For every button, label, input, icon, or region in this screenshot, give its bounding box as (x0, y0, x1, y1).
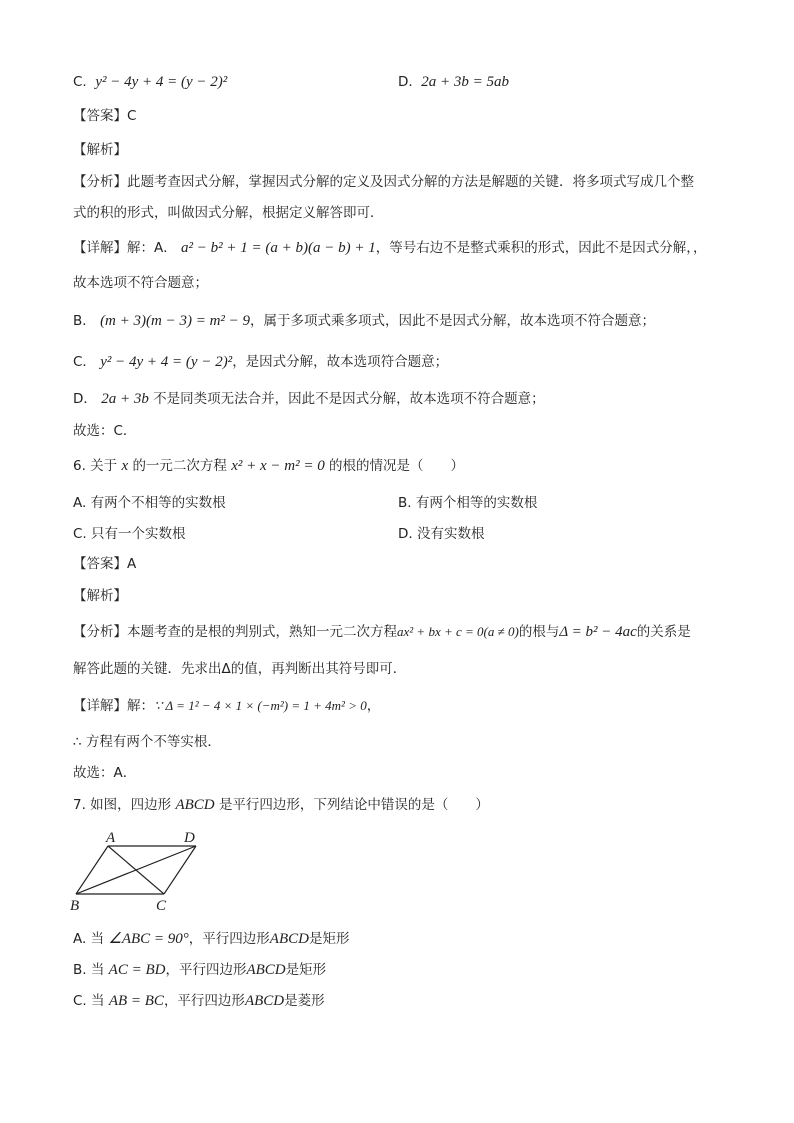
q7-option-a: A. 当 ∠ABC = 90°，平行四边形ABCD是矩形 (73, 931, 350, 947)
q5-analysis-p1: 【分析】此题考查因式分解，掌握因式分解的定义及因式分解的方法是解题的关键．将多项式写成几个整 (73, 174, 694, 190)
q6-detail: 【详解】解：∵ Δ = 1² − 4 × 1 × (−m²) = 1 + 4m² > 0， (73, 698, 381, 714)
q5-detail-a-expr: a² − b² + 1 = (a + b)(a − b) + 1 (181, 240, 376, 256)
q5-detail-c: C． y² − 4y + 4 = (y − 2)²，是因式分解，故本选项符合题意； (73, 354, 449, 370)
q5-option-d: D. 2a + 3b = 5ab (398, 74, 510, 90)
label-b: B (70, 898, 80, 914)
q6-analysis-p2: 解答此题的关键．先求出Δ的值，再判断出其符号即可． (73, 661, 407, 677)
q6-stem: 6. 关于 x 的一元二次方程 x² + x − m² = 0 的根的情况是（ ） (73, 458, 465, 474)
label-a: A (106, 830, 116, 846)
q6-choose: 故选：A． (73, 765, 137, 781)
q5-answer: 【答案】C (73, 108, 137, 124)
q6-answer: 【答案】A (73, 556, 137, 572)
q7-stem: 7. 如图，四边形 ABCD 是平行四边形，下列结论中错误的是（ ） (73, 797, 489, 813)
q5-analysis-p2: 式的积的形式，叫做因式分解，根据定义解答即可． (73, 205, 384, 221)
q5-option-d-expr: 2a + 3b = 5ab (421, 74, 510, 90)
q6-analysis-p1: 【分析】本题考查的是根的判别式，熟知一元二次方程ax² + bx + c = 0(a ≠ 0)的根与Δ = b² − 4ac的关系是 (73, 624, 691, 640)
q5-detail-d: D． 2a + 3b 不是同类项无法合并，因此不是因式分解，故本选项不符合题意； (73, 391, 545, 407)
q6-stem-expr: x² + x − m² = 0 (231, 458, 325, 474)
diagonal-bd (76, 846, 196, 894)
q6-option-c: C. 只有一个实数根 (73, 526, 186, 542)
q5-detail-c-expr: y² − 4y + 4 = (y − 2)² (100, 354, 233, 370)
q5-detail-a-tail: 故本选项不符合题意； (73, 275, 208, 291)
label-c: C (156, 898, 167, 914)
q5-detail-d-expr: 2a + 3b (101, 391, 149, 407)
q5-option-c: C. y² − 4y + 4 = (y − 2)² (73, 74, 228, 90)
q6-option-d: D. 没有实数根 (398, 526, 485, 542)
q7-option-c: C. 当 AB = BC，平行四边形ABCD是菱形 (73, 993, 325, 1009)
q5-detail-b-expr: (m + 3)(m − 3) = m² − 9 (100, 313, 251, 329)
edge-ab (76, 846, 108, 894)
q5-detail-a: 【详解】解：A． a² − b² + 1 = (a + b)(a − b) + 1，等号右边不是整式乘积的形式，因此不是因式分解，， (73, 240, 707, 256)
q6-analysis-expr1: ax² + bx + c = 0(a ≠ 0) (397, 624, 519, 639)
edge-dc (164, 846, 196, 894)
q6-option-b: B. 有两个相等的实数根 (398, 495, 538, 511)
q5-option-c-expr: y² − 4y + 4 = (y − 2)² (95, 74, 228, 90)
parallelogram-figure (66, 826, 206, 914)
q5-choose: 故选：C． (73, 423, 137, 439)
q6-option-a: A. 有两个不相等的实数根 (73, 495, 226, 511)
q6-analysis-head: 【解析】 (73, 588, 127, 604)
q6-detail-expr: ∵ Δ = 1² − 4 × 1 × (−m²) = 1 + 4m² > 0 (154, 698, 367, 713)
q5-detail-b: B． (m + 3)(m − 3) = m² − 9，属于多项式乘多项式，因此不是因式分解，故本选项不符合题意； (73, 313, 656, 329)
q6-conclusion: ∴ 方程有两个不等实根． (73, 734, 221, 750)
q7-option-b: B. 当 AC = BD，平行四边形ABCD是矩形 (73, 962, 327, 978)
label-d: D (184, 830, 195, 846)
q6-analysis-expr2: Δ = b² − 4ac (559, 624, 637, 640)
q5-analysis-head: 【解析】 (73, 142, 127, 158)
